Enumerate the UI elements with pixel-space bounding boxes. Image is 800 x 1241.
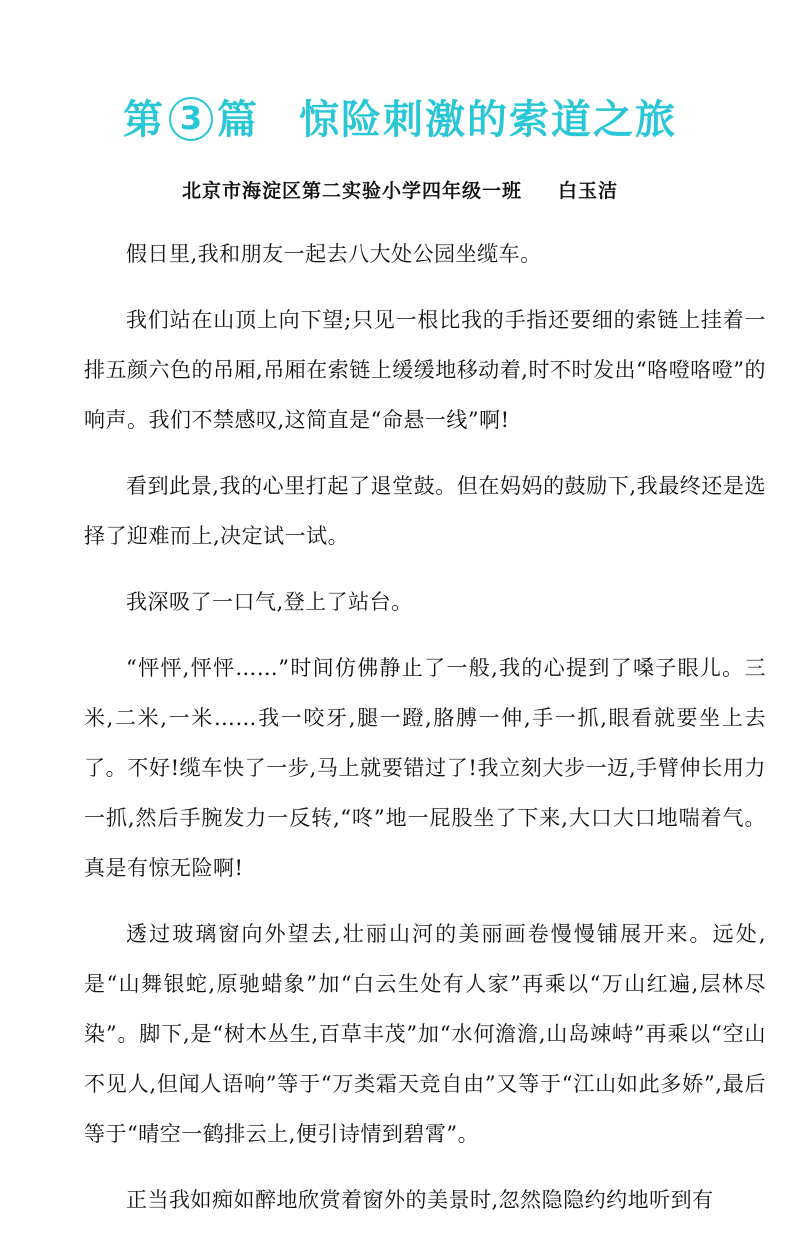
paragraph: “怦怦,怦怦……”时间仿佛静止了一般,我的心提到了嗓子眼儿。三米,二米,一米……我一咬牙,腿一蹬,胳膊一伸,手一抓,眼看就要坐上去了。不好!缆车快了一步,马上就要错过了!我立刻大步一迈,手臂伸长用力一抓,然后手腕发力一反转,“咚”地一屁股坐了下来,大口大口地喘着气。真是有惊无险啊! — [84, 656, 766, 880]
paragraph: 我深吸了一口气,登上了站台。 — [126, 590, 413, 614]
title-text: 惊险刺激的索道之旅 — [299, 97, 677, 143]
paragraph: 假日里,我和朋友一起去八大处公园坐缆车。 — [126, 242, 542, 266]
school-name: 北京市海淀区第二实验小学四年级一班 — [181, 180, 522, 202]
author-name: 白玉洁 — [558, 180, 619, 202]
article-title — [0, 92, 800, 148]
paragraph: 透过玻璃窗向外望去,壮丽山河的美丽画卷慢慢铺展开来。远处,是“山舞银蛇,原驰蜡象”加“白云生处有人家”再乘以“万山红遍,层林尽染”。脚下,是“树木丛生,百草丰茂”加“水何澹澹,山岛竦峙”再乘以“空山不见人,但闻人语响”等于“万类霜天竞自由”又等于“江山如此多娇”,最后等于“晴空一鹤排云上,便引诗情到碧霄”。 — [84, 922, 766, 1146]
byline — [0, 176, 800, 206]
paragraph: 看到此景,我的心里打起了退堂鼓。但在妈妈的鼓励下,我最终还是选择了迎难而上,决定试一试。 — [84, 474, 766, 548]
article-body — [84, 229, 766, 1241]
paragraph: 正当我如痴如醉地欣赏着窗外的美景时,忽然隐隐约约地听到有 — [126, 1188, 714, 1212]
chapter-suffix: 篇 — [217, 97, 259, 143]
chapter-prefix: 第 — [123, 97, 165, 143]
paragraph: 我们站在山顶上向下望;只见一根比我的手指还要细的索链上挂着一排五颜六色的吊厢,吊厢在索链上缓缓地移动着,时不时发出“咯噔咯噔”的响声。我们不禁感叹,这简直是“命悬一线”啊! — [84, 308, 766, 432]
chapter-number-badge: 3 — [169, 97, 213, 141]
